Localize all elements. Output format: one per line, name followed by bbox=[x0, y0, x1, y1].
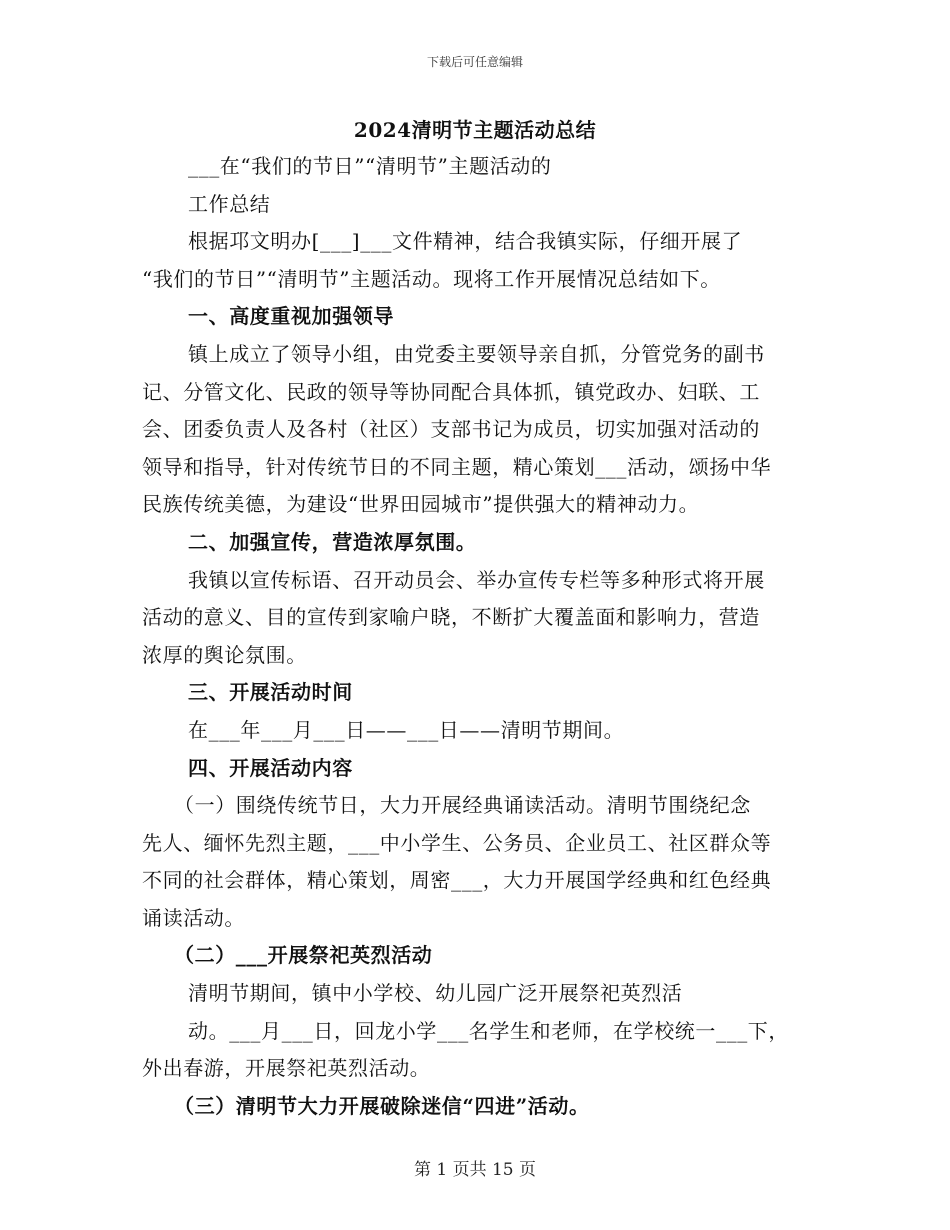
text-line: 清明节期间，镇中小学校、幼儿园广泛开展祭祀英烈活 bbox=[188, 981, 683, 1006]
page-indicator: 第 1 页共 15 页 bbox=[413, 1160, 537, 1180]
section-3-heading: 三、开展活动时间 bbox=[188, 680, 353, 705]
section-4-part-2-paragraph bbox=[142, 975, 812, 1088]
text-line: 动。___月___日，回龙小学___名学生和老师，在学校统一___下， bbox=[188, 1018, 789, 1043]
text-line: 镇上成立了领导小组，由党委主要领导亲自抓，分管党务的副书 bbox=[188, 341, 765, 366]
text-line: 先人、缅怀先烈主题，___中小学生、公务员、企业员工、社区群众等 bbox=[142, 830, 772, 855]
section-4-part-2-heading: （二）___开展祭祀英烈活动 bbox=[174, 943, 433, 968]
text-line: 我镇以宣传标语、召开动员会、举办宣传专栏等多种形式将开展 bbox=[188, 567, 765, 592]
text-line: 民族传统美德，为建设“世界田园城市”提供强大的精神动力。 bbox=[142, 492, 700, 517]
subtitle-line-2: 工作总结 bbox=[188, 191, 271, 216]
section-3-body: 在___年___月___日——___日——清明节期间。 bbox=[188, 717, 625, 742]
text-line: 会、团委负责人及各村（社区）支部书记为成员，切实加强对活动的 bbox=[142, 417, 760, 442]
section-2-heading: 二、加强宣传，营造浓厚氛围。 bbox=[188, 529, 477, 554]
header-note: 下载后可任意编辑 bbox=[426, 55, 523, 69]
section-4-part-1-paragraph bbox=[142, 787, 812, 937]
text-line: （一）围绕传统节日，大力开展经典诵读活动。清明节围绕纪念 bbox=[174, 793, 751, 818]
text-line: 外出春游，开展祭祀英烈活动。 bbox=[142, 1056, 431, 1081]
text-line: “我们的节日”“清明节”主题活动。现将工作开展情况总结如下。 bbox=[142, 266, 721, 291]
section-2-paragraph bbox=[142, 562, 812, 675]
section-4-part-3-heading: （三）清明节大力开展破除迷信“四进”活动。 bbox=[174, 1093, 590, 1118]
text-line: 根据邛文明办[___]___文件精神，结合我镇实际，仔细开展了 bbox=[188, 229, 743, 254]
text-line: 诵读活动。 bbox=[142, 905, 245, 930]
section-1-heading: 一、高度重视加强领导 bbox=[188, 304, 394, 329]
section-4-heading: 四、开展活动内容 bbox=[188, 755, 353, 780]
text-line: 活动的意义、目的宣传到家喻户晓，不断扩大覆盖面和影响力，营造 bbox=[142, 605, 760, 630]
text-line: 浓厚的舆论氛围。 bbox=[142, 642, 307, 667]
text-line: 领导和指导，针对传统节日的不同主题，精心策划___活动，颂扬中华 bbox=[142, 454, 772, 479]
text-line: 不同的社会群体，精心策划，周密___，大力开展国学经典和红色经典 bbox=[142, 868, 772, 893]
subtitle-line-1: ___在“我们的节日”“清明节”主题活动的 bbox=[188, 154, 552, 178]
document-title: 2024清明节主题活动总结 bbox=[353, 118, 597, 142]
intro-paragraph bbox=[142, 223, 812, 298]
document-body bbox=[142, 148, 812, 1125]
section-1-paragraph bbox=[142, 336, 812, 524]
text-line: 记、分管文化、民政的领导等协同配合具体抓，镇党政办、妇联、工 bbox=[142, 379, 760, 404]
